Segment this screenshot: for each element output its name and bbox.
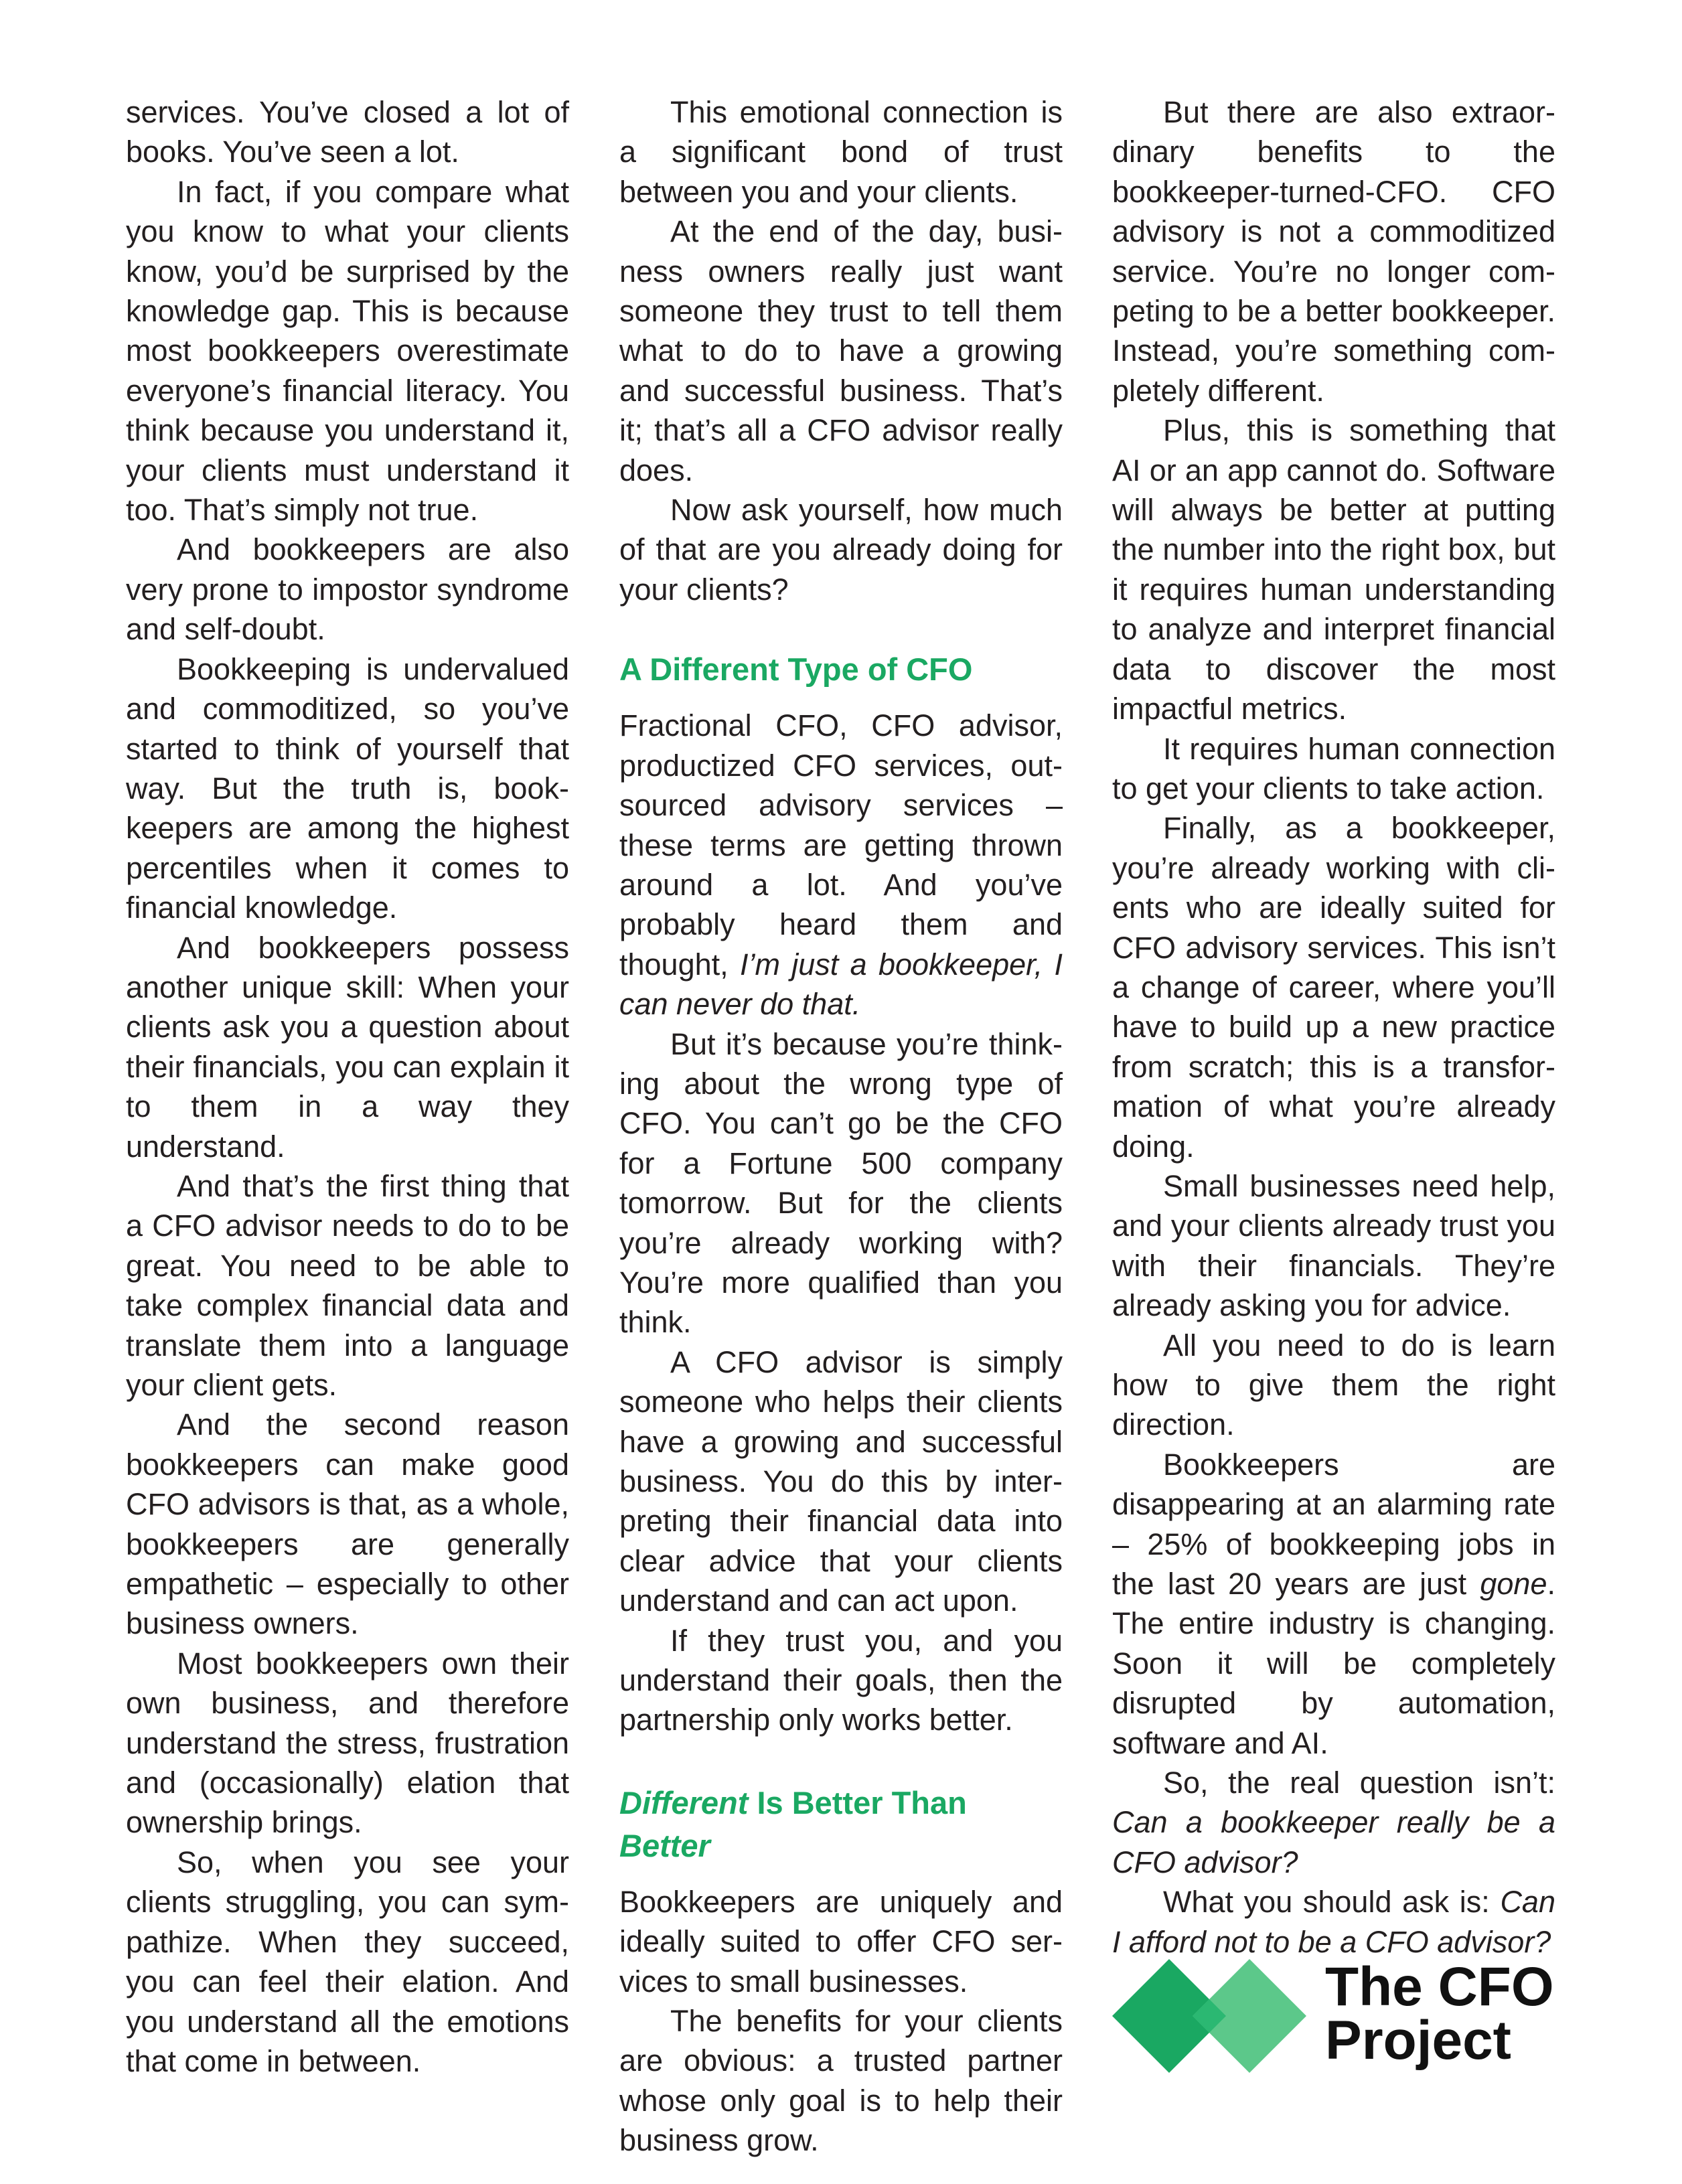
paragraph: A CFO advisor is simply someone who helps their clients have a growing and successful business. You do this by interpreting their financial data into clear advice that your clients understand and can act upon. xyxy=(619,1344,1063,1618)
cfo-project-logo-icon xyxy=(1112,1959,1306,2073)
paragraph: So, when you see your clients struggling, you can sympathize. When they succeed, you can feel their elation. And you understand all the emotions that come in between. xyxy=(126,1845,569,2078)
paragraph-italic: gone xyxy=(1480,1567,1547,1602)
paragraph xyxy=(1112,1763,1555,1882)
paragraph: Most bookkeepers own their own business, and therefore understand the stress, frustration and (occasionally) elation that ownership brings. xyxy=(126,1646,569,1840)
logo-line-2: Project xyxy=(1325,2010,1511,2071)
paragraph: It requires human connection to get your clients to take action. xyxy=(1112,731,1555,805)
logo-wordmark xyxy=(1325,1956,1554,2071)
paragraph: Small businesses need help, and your clients already trust you with their financials. They’re already asking you for advice. xyxy=(1112,1168,1555,1323)
paragraph-text: So, the real question isn’t: xyxy=(1163,1766,1555,1800)
paragraph xyxy=(1112,1882,1555,1962)
column-1 xyxy=(126,92,569,2081)
paragraph: This emotional connection is a significant bond of trust between you and your clients. xyxy=(619,95,1063,209)
paragraph-italic: Can I afford not to be a CFO advisor? xyxy=(1112,1885,1555,1959)
paragraph-italic: Can a bookkeeper really be a CFO advisor? xyxy=(1112,1805,1555,1879)
heading-text: Is Better Than xyxy=(748,1784,967,1820)
paragraph-italic: I’m just a bookkeeper, I can never do that. xyxy=(619,947,1063,1022)
paragraph: Plus, this is something that AI or an app cannot do. Software will always be better at putting the number into the right box, but it requires human understanding to analyze and interpret financial data to discover the most impactful metrics. xyxy=(1112,413,1555,726)
paragraph: In fact, if you compare what you know to what your clients know, you’d be surprised by the knowledge gap. This is because most bookkeepers overestimate everyone’s financial literacy. You think because you understand it, your clients must understand it too. That’s simply not true. xyxy=(126,174,569,528)
paragraph xyxy=(1112,1445,1555,1763)
paragraph: All you need to do is learn how to give them the right direction. xyxy=(1112,1328,1555,1442)
paragraph-text: Fractional CFO, CFO advisor, productized CFO services, outsourced advisory services – these terms are getting thrown around a lot. And you’ve probably heard them and thought, xyxy=(619,708,1063,982)
paragraph-text: . The entire industry is changing. Soon it will be completely disrupted by automation, software and AI. xyxy=(1112,1567,1555,1760)
paragraph: The benefits for your clients are obvious: a trusted partner whose only goal is to help their business grow. xyxy=(619,2004,1063,2158)
heading-italic: Different xyxy=(619,1784,749,1820)
column-3 xyxy=(1112,92,1555,1962)
paragraph-text: What you should ask is: xyxy=(1163,1885,1501,1920)
paragraph: And bookkeepers possess another unique skill: When your clients ask you a question about their financials, you can explain it to them in a way they understand. xyxy=(126,930,569,1164)
paragraph: But there are also extraordinary benefits to the bookkeeper-turned-CFO. CFO advisory is not a commoditized service. You’re no longer competing to be a better bookkeeper. Instead, you’re something completely different. xyxy=(1112,95,1555,408)
column-2 xyxy=(619,92,1063,2161)
paragraph: Now ask yourself, how much of that are you already doing for your clients? xyxy=(619,493,1063,607)
paragraph: And bookkeepers are also very prone to impostor syndrome and self-doubt. xyxy=(126,532,569,647)
paragraph: Finally, as a bookkeeper, you’re already working with clients who are ideally suited for CFO advisory services. This isn’t a change of career, where you’ll have to build up a new practice from scratch; this is a transformation of what you’re already doing. xyxy=(1112,811,1555,1164)
paragraph: And that’s the first thing that a CFO advisor needs to do to be great. You need to be able to take complex financial data and translate them into a language your client gets. xyxy=(126,1168,569,1402)
section-heading xyxy=(619,1782,1063,1867)
logo-line-1: The CFO xyxy=(1325,1956,1554,2017)
paragraph: If they trust you, and you understand their goals, then the partnership only works better. xyxy=(619,1623,1063,1737)
heading-italic: Better xyxy=(619,1827,710,1863)
paragraph xyxy=(619,706,1063,1024)
cfo-project-logo xyxy=(1112,1956,1581,2080)
paragraph: But it’s because you’re thinking about the wrong type of CFO. You can’t go be the CFO for a Fortune 500 company tomorrow. But for the clients you’re already working with? You’re more qualified than you think. xyxy=(619,1026,1063,1340)
paragraph: Bookkeepers are uniquely and ideally suited to offer CFO services to small businesses. xyxy=(619,1884,1063,1999)
paragraph: Bookkeeping is undervalued and commoditized, so you’ve started to think of yourself that way. But the truth is, bookkeepers are among the highest percentiles when it comes to financial knowledge. xyxy=(126,651,569,925)
paragraph: services. You’ve closed a lot of books. You’ve seen a lot. xyxy=(126,95,569,169)
section-heading: A Different Type of CFO xyxy=(619,651,973,688)
paragraph: And the second reason bookkeepers can make good CFO advisors is that, as a whole, bookkeepers are generally empathetic – especially to other business owners. xyxy=(126,1407,569,1641)
paragraph: At the end of the day, business owners really just want someone they trust to tell them what to do to have a growing and successful business. That’s it; that’s all a CFO advisor really does. xyxy=(619,214,1063,487)
paragraph-text: Bookkeepers are disappearing at an alarming rate – 25% of bookkeeping jobs in the last 20 years are just xyxy=(1112,1447,1555,1602)
